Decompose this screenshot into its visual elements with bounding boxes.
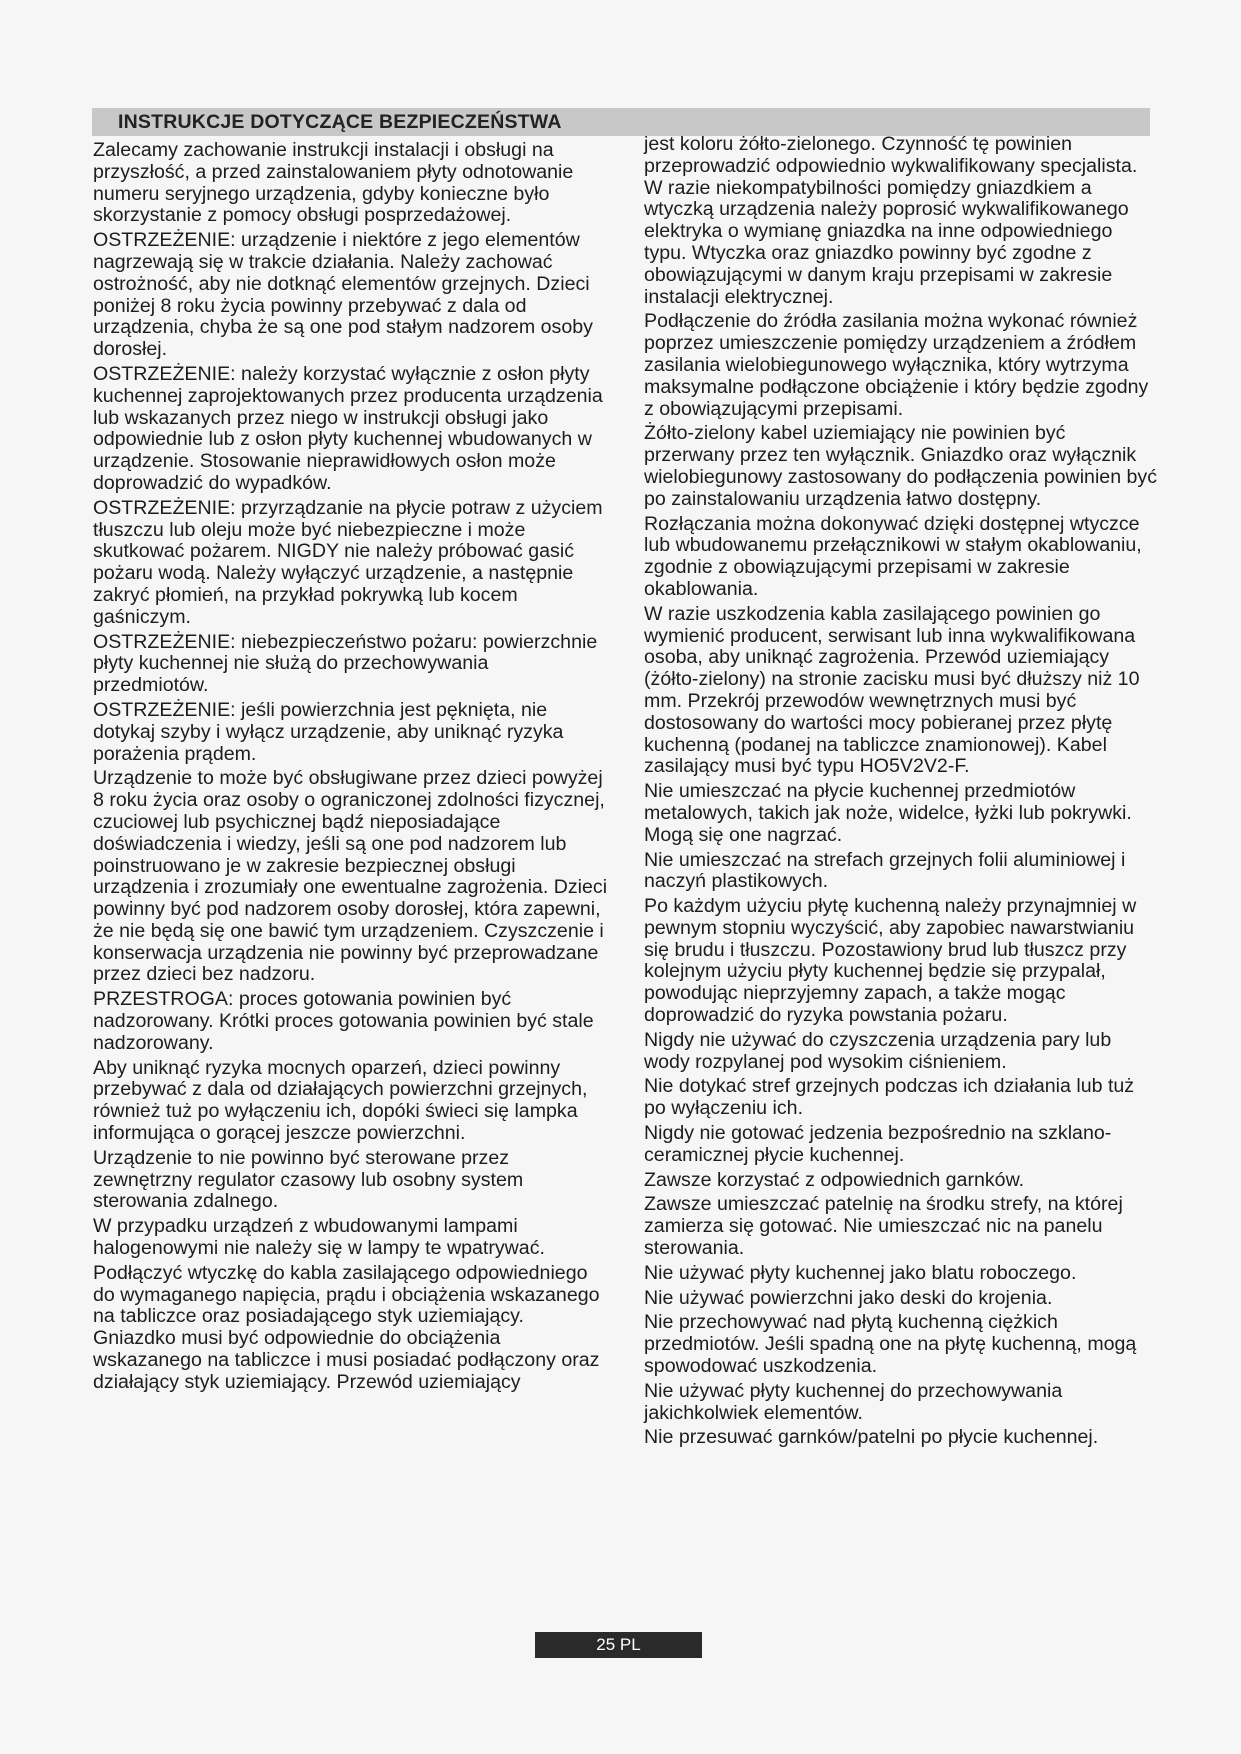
paragraph: Nie przechowywać nad płytą kuchenną ciężkich przedmiotów. Jeśli spadną one na płytę kuchenną, mogą spowodować uszkodzenia. <box>644 1311 1137 1378</box>
paragraph: Żółto-zielony kabel uziemiający nie powinien być przerwany przez ten wyłącznik. Gniazdko oraz wyłącznik wielobiegunowy zastosowany do podłączenia powinien być po zainstalowaniu urządzenia łatwo dostępny. <box>644 422 1158 510</box>
section-title: INSTRUKCJE DOTYCZĄCE BEZPIECZEŃSTWA <box>118 111 562 133</box>
paragraph: jest koloru żółto-zielonego. Czynność tę powinien przeprowadzić odpowiednio wykwalifikowany specjalista. W razie niekompatybilności pomiędzy gniazdkiem a wtyczką urządzenia należy poprosić wykwalifikowanego elektryka o wymianę gniazdka na inne odpowiedniego typu. Wtyczka oraz gniazdko powinny być zgodne z obowiązującymi w danym kraju przepisami w zakresie instalacji elektrycznej. <box>644 133 1138 308</box>
paragraph: Nie umieszczać na płycie kuchennej przedmiotów metalowych, takich jak noże, widelce, łyżki lub pokrywki. Mogą się one nagrzać. <box>644 780 1132 846</box>
section-header-bar <box>92 108 1150 136</box>
paragraph: PRZESTROGA: proces gotowania powinien być nadzorowany. Krótki proces gotowania powinien być stale nadzorowany. <box>93 988 594 1054</box>
paragraph: Podłączenie do źródła zasilania można wykonać również poprzez umieszczenie pomiędzy urządzeniem a źródłem zasilania wielobiegunowego wyłącznika, który wytrzyma maksymalne podłączone obciążenie i który będzie zgodny z obowiązującymi przepisami. <box>644 310 1149 420</box>
paragraph: Nie dotykać stref grzejnych podczas ich działania lub tuż po wyłączeniu ich. <box>644 1075 1135 1120</box>
page-number: 25 PL <box>535 1632 702 1658</box>
paragraph: Po każdym użyciu płytę kuchenną należy przynajmniej w pewnym stopniu wyczyścić, aby zapobiec nawarstwianiu się brudu i tłuszczu. Pozostawiony brud lub tłuszcz przy kolejnym użyciu płyty kuchennej będzie się przypalał, powodując nieprzyjemny zapach, a także mogąc doprowadzić do ryzyka powstania pożaru. <box>644 895 1137 1027</box>
paragraph: Nigdy nie gotować jedzenia bezpośrednio na szklano-ceramicznej płycie kuchennej. <box>644 1122 1112 1166</box>
paragraph: Zalecamy zachowanie instrukcji instalacji i obsługi na przyszłość, a przed zainstalowaniem płyty odnotowanie numeru seryjnego urządzenia, gdyby konieczne było skorzystanie z pomocy obsługi posprzedażowej. <box>93 139 574 227</box>
paragraph: Nie używać płyty kuchennej jako blatu roboczego. <box>644 1261 1077 1284</box>
paragraph: Zawsze umieszczać patelnię na środku strefy, na której zamierza się gotować. Nie umieszczać nic na panelu sterowania. <box>644 1193 1123 1260</box>
paragraph: Urządzenie to nie powinno być sterowane przez zewnętrzny regulator czasowy lub osobny system sterowania zdalnego. <box>93 1146 524 1213</box>
paragraph: OSTRZEŻENIE: należy korzystać wyłącznie z osłon płyty kuchennej zaprojektowanych przez producenta urządzenia lub wskazanych przez niego w instrukcji obsługi jako odpowiednie lub z osłon płyty kuchennej wbudowanych w urządzenie. Stosowanie nieprawidłowych osłon może doprowadzić do wypadków. <box>93 362 603 494</box>
paragraph: Nie przesuwać garnków/patelni po płycie kuchennej. <box>644 1426 1099 1449</box>
paragraph: Podłączyć wtyczkę do kabla zasilającego odpowiedniego do wymaganego napięcia, prądu i obciążenia wskazanego na tabliczce oraz posiadającego styk uziemiający. Gniazdko musi być odpowiednie do obciążenia wskazanego na tabliczce i musi posiadać podłączony oraz działający styk uziemiający. Przewód uziemiający <box>93 1261 600 1393</box>
right-column <box>644 134 1160 1452</box>
paragraph: W przypadku urządzeń z wbudowanymi lampami halogenowymi nie należy się w lampy te wpatrywać. <box>93 1215 545 1260</box>
paragraph: Nie używać płyty kuchennej do przechowywania jakichkolwiek elementów. <box>644 1379 1063 1424</box>
paragraph: Urządzenie to może być obsługiwane przez dzieci powyżej 8 roku życia oraz osoby o ograniczonej zdolności fizycznej, czuciowej lub psychicznej bądź nieposiadające doświadczenia i wiedzy, jeśli są one pod nadzorem lub poinstruowano je w zakresie bezpiecznej obsługi urządzenia i zrozumiały one ewentualne zagrożenia. Dzieci powinny być pod nadzorem osoby dorosłej, która zapewni, że nie będą się one bawić tym urządzeniem. Czyszczenie i konserwacja urządzenia nie powinny być przeprowadzane przez dzieci bez nadzoru. <box>93 767 608 986</box>
paragraph: Nie umieszczać na strefach grzejnych folii aluminiowej i naczyń plastikowych. <box>644 848 1126 893</box>
paragraph: Zawsze korzystać z odpowiednich garnków. <box>644 1168 1025 1191</box>
paragraph: Rozłączania można dokonywać dzięki dostępnej wtyczce lub wbudowanemu przełącznikowi w stałym okablowaniu, zgodnie z obowiązującymi przepisami w zakresie okablowania. <box>644 512 1142 600</box>
paragraph: Nigdy nie używać do czyszczenia urządzenia pary lub wody rozpylanej pod wysokim ciśnieniem. <box>644 1028 1112 1073</box>
paragraph: OSTRZEŻENIE: urządzenie i niektóre z jego elementów nagrzewają się w trakcie działania. Należy zachować ostrożność, aby nie dotknąć elementów grzejnych. Dzieci poniżej 8 roku życia powinny przebywać z dala od urządzenia, chyba że są one pod stałym nadzorem osoby dorosłej. <box>93 229 593 361</box>
paragraph: Aby uniknąć ryzyka mocnych oparzeń, dzieci powinny przebywać z dala od działających powierzchni grzejnych, również tuż po wyłączeniu ich, dopóki świeci się lampka informująca o gorącej jeszcze powierzchni. <box>93 1056 588 1145</box>
paragraph: OSTRZEŻENIE: przyrządzanie na płycie potraw z użyciem tłuszczu lub oleju może być niebezpieczne i może skutkować pożarem. NIGDY nie należy próbować gasić pożaru wodą. Należy wyłączyć urządzenie, a następnie zakryć płomień, na przykład pokrywką lub kocem gaśniczym. <box>93 496 603 628</box>
paragraph: OSTRZEŻENIE: jeśli powierzchnia jest pęknięta, nie dotykaj szyby i wyłącz urządzenie, aby uniknąć ryzyka porażenia prądem. <box>93 698 564 765</box>
paragraph: Nie używać powierzchni jako deski do krojenia. <box>644 1286 1053 1309</box>
left-column <box>93 140 609 1397</box>
paragraph: W razie uszkodzenia kabla zasilającego powinien go wymienić producent, serwisant lub inna wykwalifikowana osoba, aby uniknąć zagrożenia. Przewód uziemiający (żółto-zielony) na stronie zacisku musi być dłuższy niż 10 mm. Przekrój przewodów wewnętrznych musi być dostosowany do wartości mocy pobieranej przez płytę kuchenną (podanej na tabliczce znamionowej). Kabel zasilający musi być typu HO5V2V2-F. <box>644 602 1140 778</box>
paragraph: OSTRZEŻENIE: niebezpieczeństwo pożaru: powierzchnie płyty kuchennej nie służą do przechowywania przedmiotów. <box>93 630 598 697</box>
